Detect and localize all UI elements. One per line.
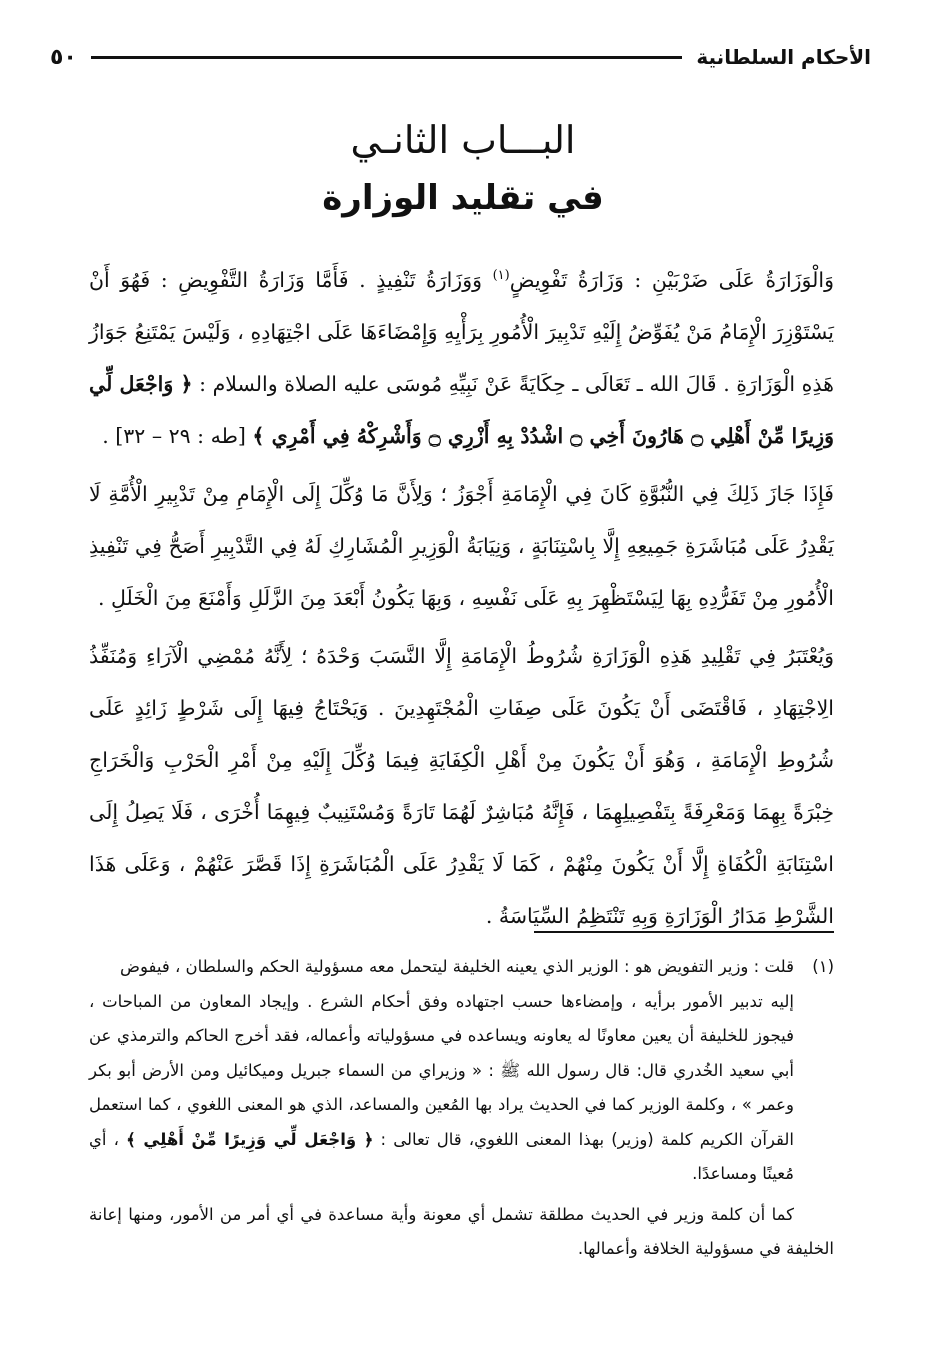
paragraph-2: فَإِذَا جَازَ ذَلِكَ فِي النُّبُوَّةِ كَانَ فِي الْإِمَامَةِ أَجْوَزُ ؛ وَلِأَنَّ مَا وُكِّلَ إِلَى الْإِمَامِ مِنْ تَدْبِيرِ الْأُمَّةِ لَا يَقْدِرُ عَلَى مُبَاشَرَةِ جَمِيعِهِ إِلَّا بِاسْتِنَابَةٍ ، وَنِيَابَةُ الْوَزِيرِ الْمُشَارِكِ لَهُ فِي التَّدْبِيرِ أَصَحُّ فِي تَنْفِيذِ الْأُمُورِ مِنْ تَفَرُّدِهِ بِهَا لِيَسْتَظْهِرَ بِهِ عَلَى نَفْسِهِ ، وَبِهَا يَكُونُ أَبْعَدَ مِنَ الزَّلَلِ وَأَمْنَعَ مِنَ الْخَلَلِ . <box>89 481 834 610</box>
verse-reference: [طه : ٢٩ – ٣٢] . <box>102 423 253 448</box>
chapter-label: البـــاب الثانـي <box>350 118 576 162</box>
paragraph-3: وَيُعْتَبَرُ فِي تَقْلِيدِ هَذِهِ الْوَزَارَةِ شُرُوطُ الْإِمَامَةِ إِلَّا النَّسَبَ وَحْدَهُ ؛ لِأَنَّهُ مُمْضِي الْآرَاءِ وَمُنَفِّذُ الِاجْتِهَادِ ، فَاقْتَضَى أَنْ يَكُونَ عَلَى صِفَاتِ الْمُجْتَهِدِينَ . وَيَحْتَاجُ فِيهَا إِلَى شَرْطٍ زَائِدٍ عَلَى شُرُوطِ الْإِمَامَةِ ، وَهُوَ أَنْ يَكُونَ مِنْ أَهْلِ الْكِفَايَةِ فِيمَا وُكِّلَ إِلَيْهِ مِنْ أَمْرِ الْحَرْبِ وَالْخَرَاجِ خِبْرَةً بِهِمَا وَمَعْرِفَةً بِتَفْصِيلِهِمَا ، فَإِنَّهُ مُبَاشِرٌ لَهُمَا تَارَةً وَمُسْتَنِيبٌ فِيهِمَا أُخْرَى ، فَلَا يَصِلُ إِلَى اسْتِنَابَةِ الْكُفَاةِ إِلَّا أَنْ يَكُونَ مِنْهُمْ ، كَمَا لَا يَقْدِرُ عَلَى الْمُبَاشَرَةِ إِذَا قَصَّرَ عَنْهُمْ ، وَعَلَى هَذَا الشَّرْطِ مَدَارُ الْوَزَارَةِ وَبِهِ تَنْتَظِمُ السِّيَاسَةُ . <box>89 643 834 928</box>
chapter-title: في تقليد الوزارة <box>322 178 604 218</box>
book-title: الأحكام السلطانية <box>696 45 871 69</box>
footnote-1-body <box>89 985 834 1192</box>
footnote-1-first-line <box>89 950 834 985</box>
running-head <box>50 40 871 74</box>
footnote-1-paragraph-2: كما أن كلمة وزير في الحديث مطلقة تشمل أي معونة وأية مساعدة في أي أمر من الأمور، ومنها إعانة الخليفة في مسؤولية الخلافة وأعمالها. <box>89 1204 834 1258</box>
page-number: ٥٠ <box>50 44 77 70</box>
footnote-number: (١) <box>812 957 834 976</box>
footnote-1-line-1: قلت : وزير التفويض هو : الوزير الذي يعينه الخليفة ليتحمل معه مسؤولية الحكم والسلطان ، فيفوض <box>120 957 794 976</box>
footnote-1-text-a: إليه تدبير الأمور برأيه ، وإمضاءها حسب اجتهاده وفق أحكام الشرع . وإيجاد المعاون من المباحات ، فيجوز للخليفة أن يعين معاونًا له يعاونه ويساعده في مسؤولياته وأعماله، فقد أخرج الحاكم والترمذي عن أبي سعيد الخُدري قال: قال رسول الله ﷺ : « وزيراي من السماء جبريل وميكائيل ومن الأرض أبو بكر وعمر » ، وكلمة الوزير كما في الحديث يراد بها المُعين والمساعد، الذي هو المعنى اللغوي ، كما استعمل القرآن الكريم كلمة (وزير) بهذا المعنى اللغوي، قال تعالى : <box>89 991 794 1149</box>
footnote-quran-verse: ﴿ وَاجْعَل لِّي وَزِيرًا مِّنْ أَهْلِي ﴾ <box>126 1129 374 1149</box>
quran-verse: ﴿ وَاجْعَل لِّي وَزِيرًا مِّنْ أَهْلِي ۝ هَارُونَ أَخِي ۝ اشْدُدْ بِهِ أَزْرِي ۝ وَأَشْرِكْهُ فِي أَمْرِي ﴾ <box>89 371 834 448</box>
paragraph-1 <box>89 250 834 462</box>
header-rule <box>91 56 683 59</box>
footnote-1-text-b: ، أي مُعينًا ومساعدًا. <box>89 1129 794 1183</box>
main-text <box>89 250 834 948</box>
footnote-rule <box>534 931 834 933</box>
footnote-reference[interactable]: (١) <box>492 268 510 283</box>
paragraph-1-text-b: وَوَزَارَةُ تَنْفِيذٍ . فَأَمَّا وَزَارَةُ التَّفْوِيضِ : فَهُوَ أَنْ يَسْتَوْزِرَ الْإِمَامُ مَنْ يُفَوِّضُ إِلَيْهِ تَدْبِيرَ الْأُمُورِ بِرَأْيِهِ وَإِمْضَاءَهَا عَلَى اجْتِهَادِهِ ، وَلَيْسَ يَمْتَنِعُ جَوَازُ هَذِهِ الْوَزَارَةِ . قَالَ الله ـ تَعَالَى ـ حِكَايَةً عَنْ نَبِيِّهِ مُوسَى عليه الصلاة والسلام : <box>89 267 834 396</box>
footnotes <box>89 950 834 1267</box>
paragraph-1-text-a: وَالْوَزَارَةُ عَلَى ضَرْبَيْنِ : وَزَارَةُ تَفْوِيضٍ <box>509 267 834 292</box>
